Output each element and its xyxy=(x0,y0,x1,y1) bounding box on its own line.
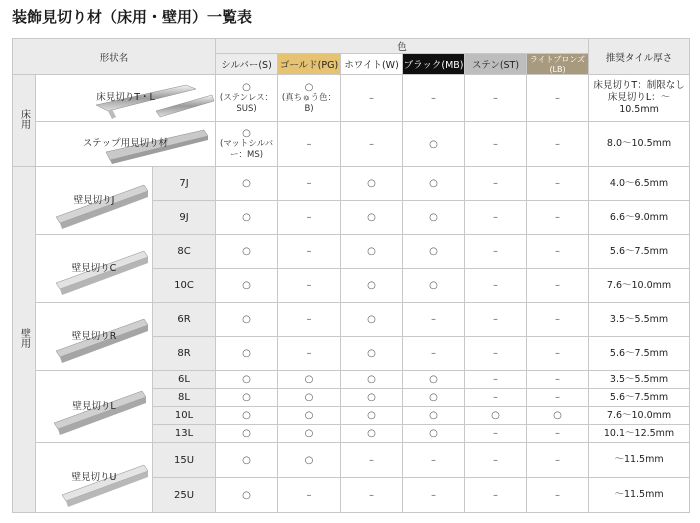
cell-white: – xyxy=(341,478,403,513)
cell-sten: ○ xyxy=(465,407,527,425)
cell-lbronze: – xyxy=(527,303,589,337)
cell-tile: 10.1～12.5mm xyxy=(589,425,690,443)
product-name: 壁見切りR xyxy=(71,330,117,342)
cell-black: – xyxy=(403,337,465,371)
cell-sten: – xyxy=(465,303,527,337)
cell-tile: ～11.5mm xyxy=(589,443,690,478)
cell-lbronze: – xyxy=(527,443,589,478)
cell-gold: – xyxy=(278,303,341,337)
cell-silver: ○ xyxy=(216,201,278,235)
cell-silver: ○ xyxy=(216,407,278,425)
cell-black: – xyxy=(403,303,465,337)
cell-gold: ○ xyxy=(278,371,341,389)
cell-gold: – xyxy=(278,235,341,269)
cell-gold: ○ xyxy=(278,425,341,443)
cell-black: ○ xyxy=(403,201,465,235)
cell-size: 6L xyxy=(153,371,216,389)
tile-header: 推奨タイル厚さ xyxy=(589,39,690,75)
cell-tile: 5.6～7.5mm xyxy=(589,235,690,269)
cell-gold: – xyxy=(278,201,341,235)
cell-silver: ○ xyxy=(216,269,278,303)
product-wall-l xyxy=(36,371,153,443)
cell-sten: – xyxy=(465,425,527,443)
cell-sten: – xyxy=(465,478,527,513)
cell-silver: ○ xyxy=(216,235,278,269)
cell-size: 10C xyxy=(153,269,216,303)
product-name: 壁見切りL xyxy=(72,400,116,412)
cell-tile: 7.6～10.0mm xyxy=(589,407,690,425)
cell-black: – xyxy=(403,75,465,122)
cell-sten: – xyxy=(465,167,527,201)
product-name: 壁見切りU xyxy=(71,471,117,483)
cell-gold: ○ xyxy=(278,443,341,478)
cell-white: ○ xyxy=(341,269,403,303)
cell-white: ○ xyxy=(341,337,403,371)
cell-lbronze: – xyxy=(527,75,589,122)
cell-black: ○ xyxy=(403,269,465,303)
product-name: 壁見切りJ xyxy=(73,194,115,206)
product-name: 床見切りT・L xyxy=(96,92,155,103)
color-header-silver: シルバー(S) xyxy=(216,54,278,75)
cell-tile: 8.0～10.5mm xyxy=(589,122,690,167)
cell-tile: ～11.5mm xyxy=(589,478,690,513)
tile-line: 床見切りT：制限なし xyxy=(593,80,685,91)
cell-gold: – xyxy=(278,122,341,167)
cell-size: 7J xyxy=(153,167,216,201)
cell-size: 15U xyxy=(153,443,216,478)
cell-gold: – xyxy=(278,167,341,201)
category-wall-label: 壁用 xyxy=(18,327,30,348)
color-header-sten: ステン(ST) xyxy=(465,54,527,75)
cell-white: – xyxy=(341,443,403,478)
cell-gold: – xyxy=(278,478,341,513)
cell-tile: 4.0～6.5mm xyxy=(589,167,690,201)
cell-size: 8L xyxy=(153,389,216,407)
cell-white: – xyxy=(341,75,403,122)
cell-black: ○ xyxy=(403,389,465,407)
cell-black: ○ xyxy=(403,407,465,425)
product-table xyxy=(12,38,690,513)
cell-lbronze: – xyxy=(527,337,589,371)
cell-sten: – xyxy=(465,443,527,478)
cell-lbronze: – xyxy=(527,425,589,443)
product-wall-j xyxy=(36,167,153,235)
cell-size: 25U xyxy=(153,478,216,513)
cell-white: ○ xyxy=(341,235,403,269)
cell-gold: – xyxy=(278,269,341,303)
cell-black: ○ xyxy=(403,371,465,389)
cell-silver: ○ xyxy=(216,478,278,513)
cell-size: 10L xyxy=(153,407,216,425)
cell-lbronze: – xyxy=(527,201,589,235)
cell-black: ○ xyxy=(403,235,465,269)
color-header-white: ホワイト(W) xyxy=(341,54,403,75)
cell-gold: ○ xyxy=(278,389,341,407)
cell-lbronze: – xyxy=(527,478,589,513)
page-title: 装飾見切り材（床用・壁用）一覧表 xyxy=(12,8,253,26)
product-name: ステップ用見切り材 xyxy=(82,138,169,149)
cell-sten: – xyxy=(465,75,527,122)
cell-gold xyxy=(278,75,341,122)
cell-silver: ○ xyxy=(216,425,278,443)
product-wall-r xyxy=(36,303,153,371)
cell-sten: – xyxy=(465,337,527,371)
product-name: 壁見切りC xyxy=(71,262,117,274)
color-header-gold: ゴールド(PG) xyxy=(278,54,341,75)
cell-tile: 5.6～7.5mm xyxy=(589,389,690,407)
cell-white: – xyxy=(341,122,403,167)
product-floor-tl xyxy=(36,75,216,122)
cell-size: 8R xyxy=(153,337,216,371)
cell-size: 9J xyxy=(153,201,216,235)
cell-silver: ○ xyxy=(216,371,278,389)
cell-sten: – xyxy=(465,269,527,303)
cell-lbronze: – xyxy=(527,389,589,407)
cell-lbronze: – xyxy=(527,167,589,201)
cell-sten: – xyxy=(465,371,527,389)
cell-size: 8C xyxy=(153,235,216,269)
cell-black: ○ xyxy=(403,425,465,443)
cell-silver: ○ xyxy=(216,167,278,201)
cell-sten: – xyxy=(465,122,527,167)
cell-sten: – xyxy=(465,389,527,407)
color-header-black: ブラック(MB) xyxy=(403,54,465,75)
cell-silver: ○ xyxy=(216,443,278,478)
cell-gold: – xyxy=(278,337,341,371)
cell-size: 13L xyxy=(153,425,216,443)
cell-gold: ○ xyxy=(278,407,341,425)
cell-tile: 6.6～9.0mm xyxy=(589,201,690,235)
cell-white: ○ xyxy=(341,201,403,235)
cell-sten: – xyxy=(465,235,527,269)
cell-silver: ○ xyxy=(216,389,278,407)
cell-lbronze: – xyxy=(527,371,589,389)
cell-white: ○ xyxy=(341,303,403,337)
cell-white: ○ xyxy=(341,167,403,201)
cell-white: ○ xyxy=(341,389,403,407)
cell-black: ○ xyxy=(403,122,465,167)
product-wall-u xyxy=(36,443,153,513)
cell-size: 6R xyxy=(153,303,216,337)
color-header-lbronze: ライトブロンズ(LB) xyxy=(527,54,589,75)
cell-white: ○ xyxy=(341,407,403,425)
tile-line: 床見切りL：～10.5mm xyxy=(607,92,671,115)
cell-silver: ○ xyxy=(216,303,278,337)
cell-sten: – xyxy=(465,201,527,235)
cell-black: – xyxy=(403,443,465,478)
category-floor-label: 床用 xyxy=(18,108,30,129)
product-wall-c xyxy=(36,235,153,303)
cell-tile: 7.6～10.0mm xyxy=(589,269,690,303)
cell-lbronze: ○ xyxy=(527,407,589,425)
category-wall xyxy=(13,167,36,513)
cell-mark: ○ xyxy=(242,81,251,93)
cell-silver: ○ xyxy=(216,337,278,371)
cell-note: (真ちゅう色：B) xyxy=(281,92,337,114)
cell-lbronze: – xyxy=(527,235,589,269)
product-step xyxy=(36,122,216,167)
cell-note: (マットシルバー：MS) xyxy=(219,138,274,160)
cell-black: – xyxy=(403,478,465,513)
cell-tile: 5.6～7.5mm xyxy=(589,337,690,371)
cell-mark: ○ xyxy=(242,127,251,139)
cell-lbronze: – xyxy=(527,269,589,303)
color-header: 色 xyxy=(216,39,589,54)
cell-note: (ステンレス：SUS) xyxy=(219,92,274,114)
category-floor xyxy=(13,75,36,167)
shape-header: 形状名 xyxy=(13,39,216,75)
cell-silver xyxy=(216,122,278,167)
cell-silver xyxy=(216,75,278,122)
cell-white: ○ xyxy=(341,425,403,443)
cell-mark: ○ xyxy=(304,81,314,93)
cell-black: ○ xyxy=(403,167,465,201)
cell-lbronze: – xyxy=(527,122,589,167)
cell-tile: 3.5～5.5mm xyxy=(589,371,690,389)
cell-tile: 3.5～5.5mm xyxy=(589,303,690,337)
cell-tile xyxy=(589,75,690,122)
cell-white: ○ xyxy=(341,371,403,389)
